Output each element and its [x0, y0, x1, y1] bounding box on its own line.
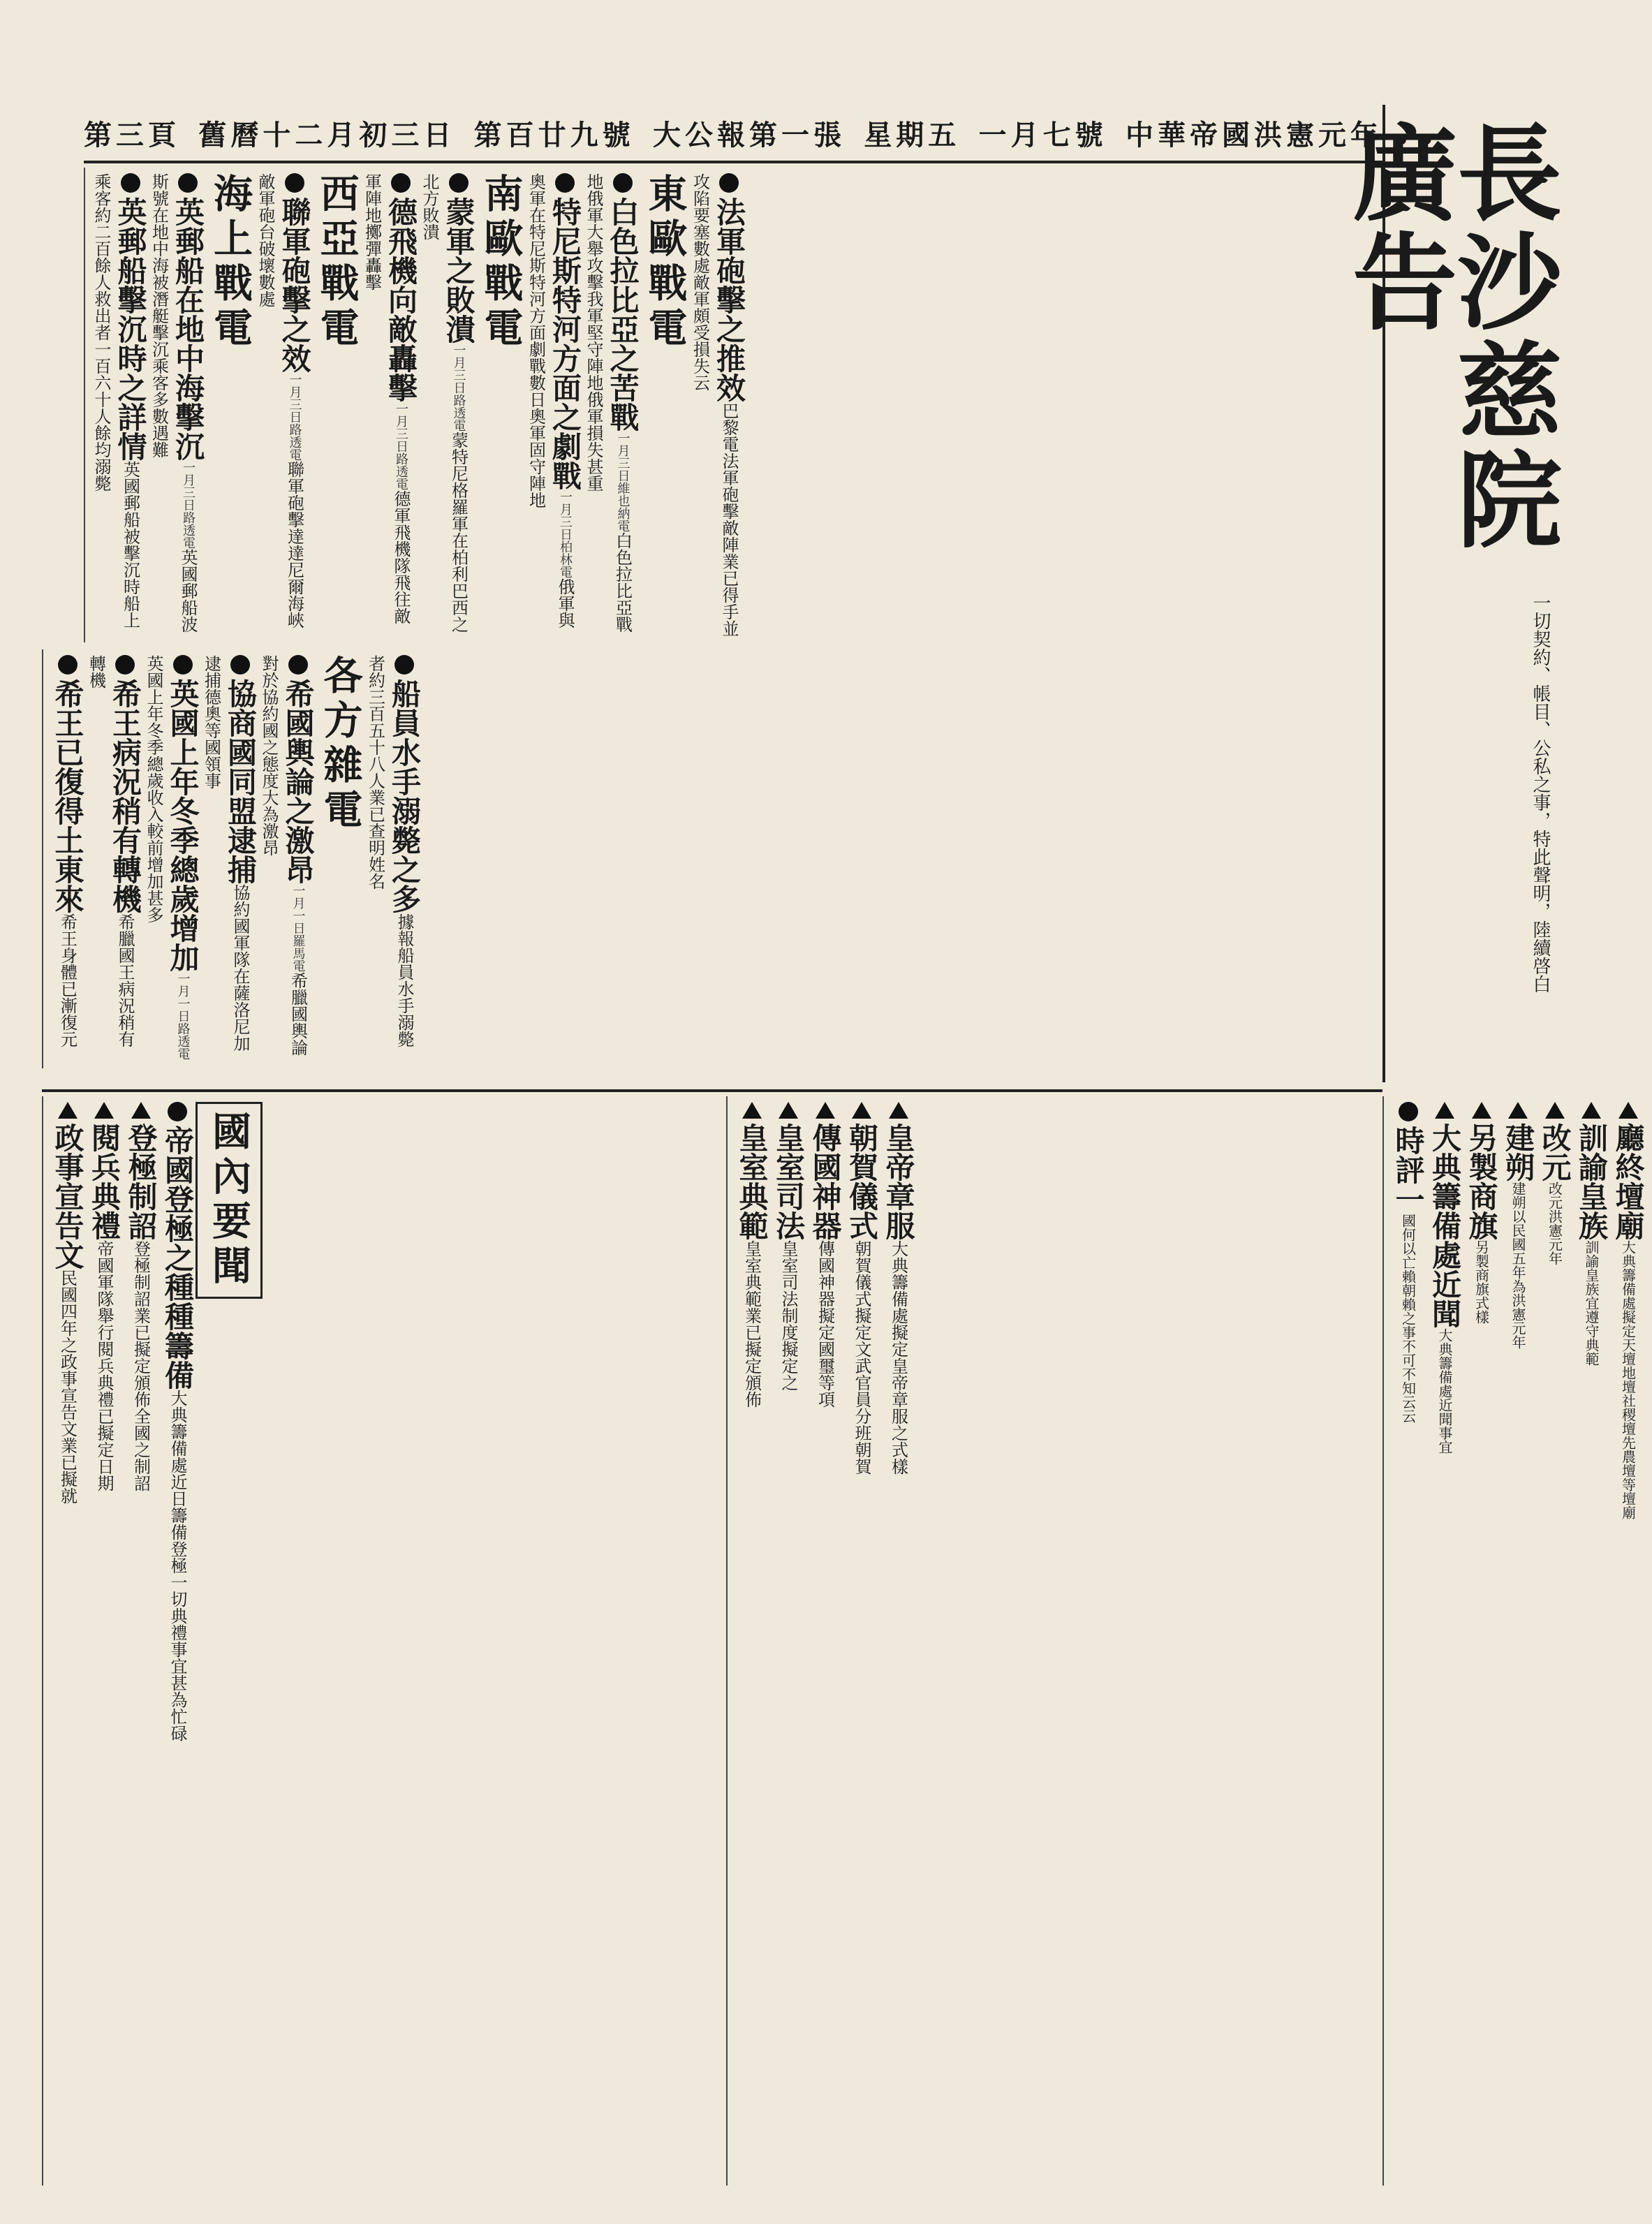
bullet-icon	[449, 173, 469, 193]
header-era: 中華帝國洪憲元年	[1125, 118, 1382, 152]
article-title: 皇帝章服	[881, 1123, 916, 1240]
article	[362, 173, 420, 637]
article	[86, 1102, 123, 2180]
article-title: 希王病況稍有轉機	[108, 679, 142, 913]
article-text: 據報船員水手溺斃者約三百五十八人業已查明姓名	[365, 655, 414, 1047]
article-title: 登極制詔	[124, 1123, 158, 1240]
article-title: 希國輿論之激昂	[281, 679, 316, 884]
page-header	[84, 105, 1382, 163]
article-text: 俄軍與奧軍在特尼斯特河方面劇戰數日奧軍固守陣地	[526, 173, 575, 628]
article-date: 一月三日柏林電	[558, 490, 573, 578]
bullet-icon	[115, 655, 135, 675]
article-title: 閱兵典禮	[87, 1123, 121, 1240]
masthead	[1334, 105, 1562, 1082]
article-text: 訓諭皇族宜遵守典範	[1583, 1240, 1600, 1366]
article-text: 朝賀儀式擬定文武官員分班朝賀	[852, 1240, 871, 1475]
article-text: 英國上年冬季總歲收入較前增加甚多	[144, 655, 163, 923]
article	[843, 1102, 880, 2180]
article-title: 船員水手溺斃之多	[388, 679, 422, 913]
top-section	[84, 168, 1384, 642]
article	[1500, 1102, 1537, 2180]
article-text: 大典籌備處近聞事宜	[1436, 1328, 1453, 1454]
bullet-icon	[173, 655, 193, 675]
article	[1463, 1102, 1500, 2180]
article-text: 皇室司法制度擬定之	[779, 1240, 798, 1391]
article-date: 一月三日路透電	[394, 402, 408, 490]
article-text: 大典籌備處擬定皇帝章服之式樣	[888, 1240, 908, 1475]
article-text: 希王身體已漸復元	[57, 913, 78, 1047]
section-head: 東歐戰電	[642, 173, 688, 352]
section-head: 南歐戰電	[478, 173, 524, 352]
article	[159, 1102, 196, 2180]
article-date: 一月一日羅馬電	[290, 884, 306, 972]
header-date-lunar: 舊曆十二月初三日	[198, 118, 456, 152]
article-title: 法軍砲擊之推效	[712, 197, 746, 402]
bullet-icon	[285, 173, 304, 193]
bullet-icon	[58, 655, 78, 675]
article-text: 帝國軍隊舉行閱兵典禮已擬定日期	[94, 1240, 114, 1492]
article	[49, 1102, 86, 2180]
article-title: 廳終壇廟	[1611, 1123, 1646, 1240]
section-head: 海上戰電	[207, 173, 253, 352]
article-text: 蒙特尼格羅軍在柏利巴西之北方敗潰	[420, 173, 469, 633]
article-title: 白色拉比亞之苦戰	[605, 197, 640, 432]
article	[526, 173, 584, 637]
triangle-icon	[1618, 1102, 1638, 1119]
article-title: 蒙軍之敗潰	[441, 197, 476, 344]
bullet-icon	[1399, 1102, 1418, 1121]
section-head: 西亞戰電	[314, 173, 360, 352]
article-date: 一月三日路透電	[287, 373, 302, 461]
article-text: 建朔以民國五年為洪憲元年	[1510, 1181, 1526, 1349]
article-title: 特尼斯特河方面之劇戰	[548, 197, 582, 490]
article-title: 協商國同盟逮捕	[223, 679, 258, 884]
article	[86, 655, 144, 1063]
article	[91, 173, 149, 637]
triangle-icon	[742, 1102, 762, 1119]
article-date: 一月三日路透電	[451, 344, 466, 432]
article-title: 大典籌備處近聞	[1428, 1123, 1462, 1328]
article-title: 德飛機向敵轟擊	[384, 197, 418, 402]
bullet-icon	[178, 173, 198, 193]
triangle-icon	[852, 1102, 871, 1119]
bullet-icon	[555, 173, 575, 193]
article	[583, 173, 641, 637]
right-bottom-columns	[1384, 1096, 1652, 2186]
bullet-icon	[394, 655, 414, 675]
masthead-title: 長沙慈院廣告	[1334, 119, 1562, 554]
article-title: 皇室典範	[735, 1123, 769, 1240]
triangle-icon	[94, 1102, 114, 1119]
top-right-section	[42, 649, 1384, 1068]
article-date: 一月三日路透電	[181, 461, 196, 549]
article	[122, 1102, 159, 2180]
header-date: 一月七號	[978, 118, 1107, 152]
triangle-icon	[1545, 1102, 1565, 1119]
article	[201, 655, 259, 1063]
article	[255, 173, 313, 637]
article-text: 希臘國王病況稍有轉機	[86, 655, 135, 1047]
article	[690, 173, 748, 637]
article-date: 一月一日路透電	[175, 972, 191, 1060]
article	[880, 1102, 917, 2180]
bullet-icon	[719, 173, 739, 193]
divider	[42, 1089, 1382, 1092]
header-page: 第三頁	[84, 118, 180, 152]
article-title: 希王已復得土東來	[50, 679, 85, 913]
bullet-icon	[391, 173, 411, 193]
article-text: 登極制詔業已擬定頒佈全國之制詔	[131, 1240, 151, 1492]
article-text: 皇室典範業已擬定頒佈	[742, 1240, 762, 1408]
triangle-icon	[1435, 1102, 1454, 1119]
section-head: 國內要聞	[196, 1102, 263, 1299]
article-text: 白色拉比亞戰地俄軍大舉攻擊我軍堅守陣地俄軍損失甚重	[584, 173, 633, 633]
article-title: 英郵船在地中海擊沉	[171, 197, 205, 461]
article-text: 德軍飛機隊飛往敵軍陣地擲彈轟擊	[362, 173, 411, 624]
article-title: 政事宣告文	[50, 1123, 85, 1269]
article-title: 訓諭皇族	[1574, 1123, 1609, 1240]
top-columns	[85, 168, 753, 642]
article	[1573, 1102, 1610, 2180]
article-title: 英國上年冬季總歲增加	[165, 679, 200, 972]
triangle-icon	[1472, 1102, 1491, 1119]
article-title: 時評一	[1391, 1126, 1426, 1214]
middle-right-section	[726, 1096, 1384, 2186]
article	[143, 655, 201, 1063]
triangle-icon	[889, 1102, 908, 1119]
article-text: 英國郵船波斯號在地中海被潛艇擊沉乘客多數遇難	[149, 173, 198, 633]
article-text: 大典籌備處近日籌備登極一切典禮事宜甚為忙碌	[168, 1390, 187, 1741]
bullet-icon	[613, 173, 633, 193]
masthead-sub: 一切契約、帳目、公私之事，特此聲明，陸續啓白	[1530, 594, 1551, 993]
middle-columns	[43, 1096, 268, 2186]
article-text: 協約國軍隊在薩洛尼加逮捕德奧等國領事	[201, 655, 250, 1052]
article	[419, 173, 477, 637]
article	[1609, 1102, 1646, 2180]
article-title: 另製商旗	[1464, 1123, 1499, 1240]
article-title: 聯軍砲擊之效	[277, 197, 312, 373]
article	[49, 655, 86, 1063]
middle-section	[42, 1096, 728, 2186]
triangle-icon	[1581, 1102, 1601, 1119]
article	[733, 1102, 770, 2180]
article	[1389, 1102, 1426, 2180]
article-text: 民國四年之政事宣告文業已擬就	[57, 1269, 78, 1504]
article-title: 皇室司法	[772, 1123, 806, 1240]
triangle-icon	[816, 1102, 835, 1119]
triangle-icon	[131, 1102, 151, 1119]
article	[258, 655, 316, 1063]
article-title: 建朔	[1501, 1123, 1535, 1181]
article-title: 傳國神器	[808, 1123, 843, 1240]
article	[1536, 1102, 1573, 2180]
article-title: 英郵船擊沉時之詳情	[113, 197, 148, 461]
triangle-icon	[1508, 1102, 1528, 1119]
article-text: 改元洪憲元年	[1546, 1181, 1563, 1265]
header-name: 大公報第一張	[652, 118, 846, 152]
article-text: 聯軍砲擊達達尼爾海峽敵軍砲台破壞數處	[256, 173, 304, 628]
section-head: 各方雜電	[317, 655, 364, 834]
triangle-icon	[58, 1102, 78, 1119]
right-bottom-section	[1382, 1096, 1646, 2186]
article	[1426, 1102, 1463, 2180]
article-text: 巴黎電法軍砲擊敵陣業已得手並攻陷要塞數處敵軍頗受損失云	[690, 173, 739, 637]
article-text: 大典籌備處擬定天壇地壇社稷壇先農壇等壇廟	[1619, 1240, 1637, 1519]
article-title: 帝國登極之種種籌備	[161, 1126, 195, 1390]
bullet-icon	[230, 655, 250, 675]
article-text: 另製商旗式樣	[1473, 1240, 1490, 1324]
article-text: 英國郵船被擊沉時船上乘客約二百餘人救出者一百六十人餘均溺斃	[91, 173, 140, 628]
article-text: 傳國神器擬定國璽等項	[815, 1240, 835, 1408]
bullet-icon	[121, 173, 140, 193]
article	[770, 1102, 807, 2180]
article-text: 國何以亡賴朝賴之事不可不知云云	[1399, 1214, 1417, 1423]
middle-right-columns	[728, 1096, 922, 2186]
bullet-icon	[168, 1102, 187, 1121]
article	[149, 173, 207, 637]
article-title: 朝賀儀式	[845, 1123, 879, 1240]
article-date: 一月三日維也納電	[615, 432, 630, 532]
header-issue: 第百廿九號	[473, 118, 635, 152]
header-weekday: 星期五	[864, 118, 961, 152]
bullet-icon	[288, 655, 308, 675]
top-right-columns	[43, 649, 428, 1068]
article-title: 改元	[1537, 1123, 1572, 1181]
article-text: 希臘國輿論對於協約國之態度大為激昂	[259, 655, 308, 1056]
triangle-icon	[779, 1102, 798, 1119]
article	[365, 655, 423, 1063]
article	[806, 1102, 843, 2180]
